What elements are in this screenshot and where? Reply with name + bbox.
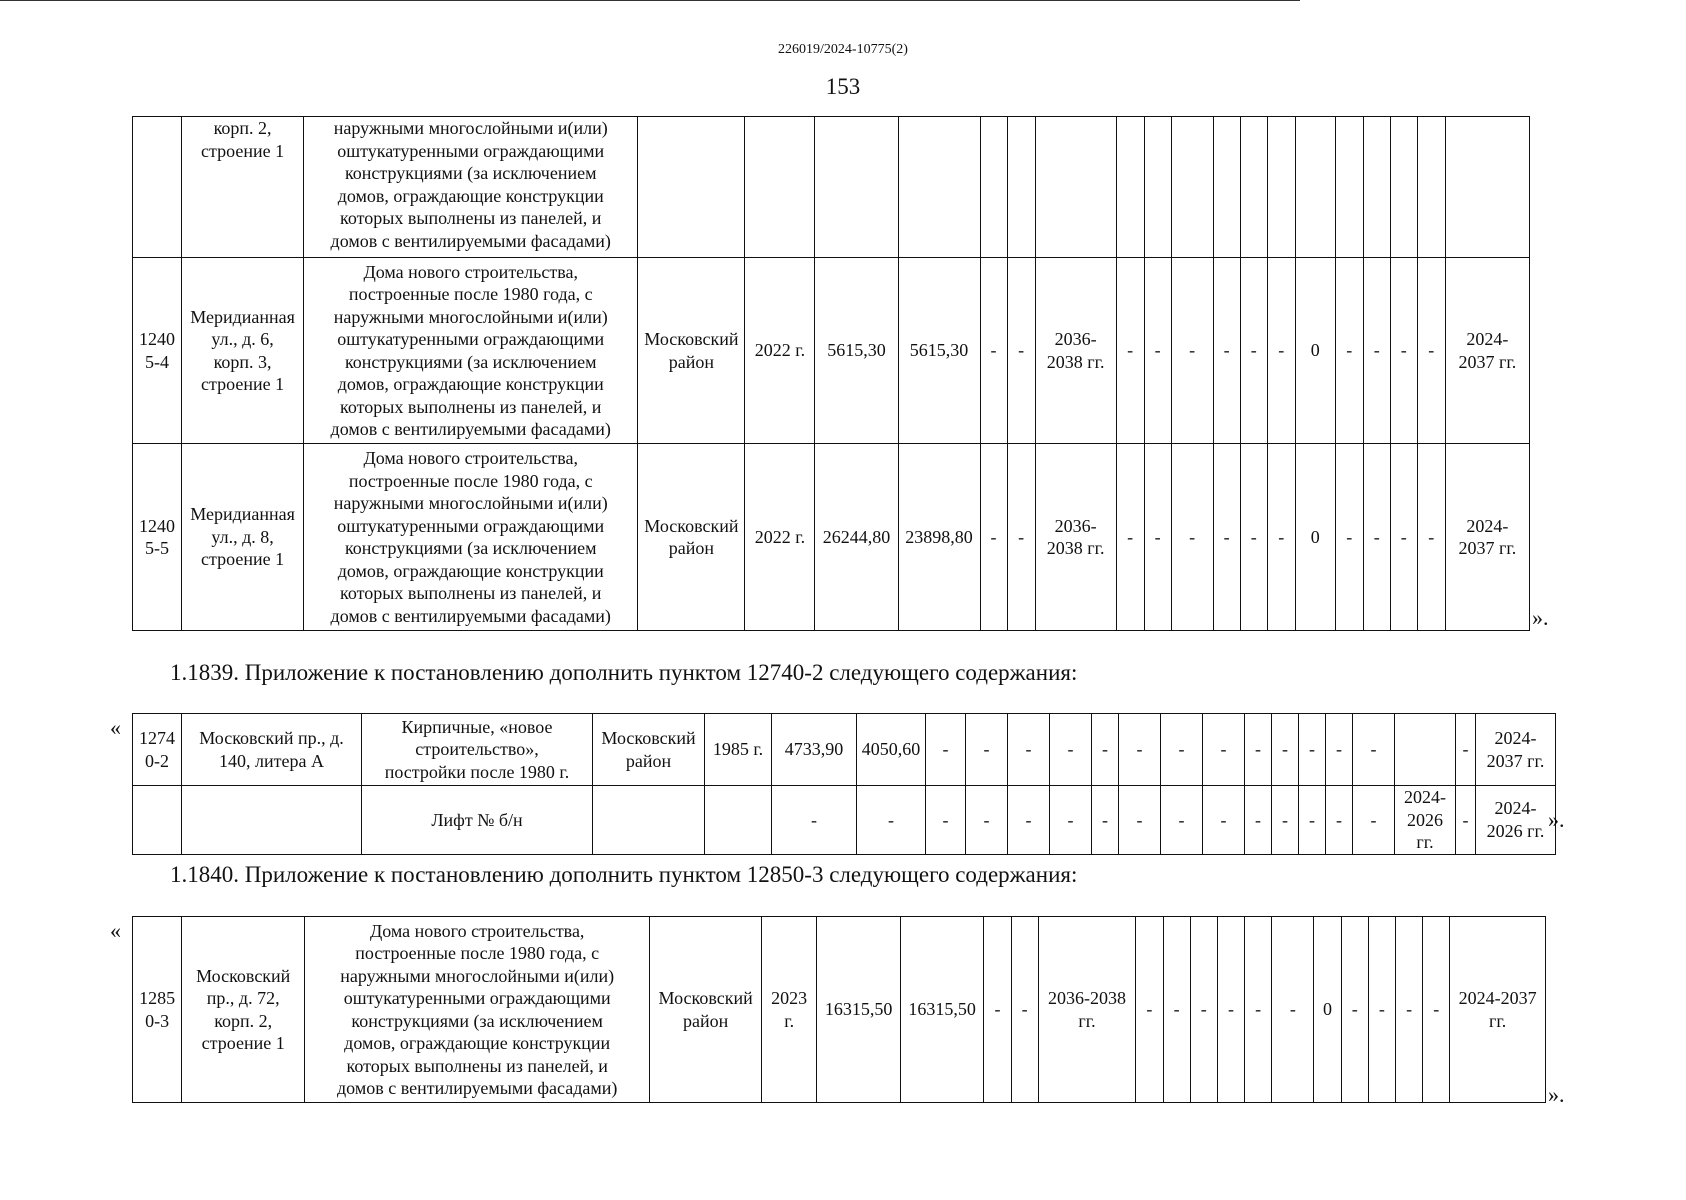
- table-cell: [1116, 117, 1144, 258]
- table-cell: -: [1008, 786, 1050, 855]
- table-cell: -: [1395, 917, 1422, 1103]
- page-number: 153: [825, 74, 861, 99]
- area-total: 16315,50: [817, 917, 901, 1103]
- table-cell: -: [1171, 258, 1213, 444]
- table-cell: -: [1213, 258, 1240, 444]
- table-cell: -: [1456, 786, 1476, 855]
- opening-quote: «: [110, 715, 121, 740]
- table-cell: -: [1267, 444, 1295, 631]
- row-number: [133, 786, 182, 855]
- table-cell: -: [1417, 258, 1445, 444]
- table-cell: -: [1171, 444, 1213, 631]
- table-cell: -: [980, 258, 1007, 444]
- address: Московский пр., д. 72, корп. 2, строение 1: [182, 917, 305, 1103]
- table-cell: -: [1341, 917, 1368, 1103]
- table-cell: -: [1161, 786, 1203, 855]
- table-cell: -: [1136, 917, 1163, 1103]
- address: корп. 2, строение 1: [182, 117, 304, 258]
- table-continuation: [132, 116, 1530, 631]
- table-cell: -: [1116, 444, 1144, 631]
- table-cell: -: [1363, 258, 1390, 444]
- table-cell: -: [1272, 786, 1299, 855]
- table-cell: 0: [1295, 258, 1335, 444]
- table-cell: -: [1299, 786, 1326, 855]
- table-cell: -: [1008, 714, 1050, 786]
- table-cell: -: [1390, 444, 1417, 631]
- period: 2024- 2026 гг.: [1476, 786, 1556, 855]
- table-row: [133, 714, 1556, 786]
- paragraph-1840: 1.1840. Приложение к постановлению дополнить пунктом 12850-3 следующего содержания:: [170, 862, 1078, 887]
- table-cell: -: [1007, 258, 1035, 444]
- table-cell: -: [1203, 786, 1245, 855]
- area-living: -: [857, 786, 926, 855]
- year: [745, 117, 815, 258]
- table-cell: -: [1299, 714, 1326, 786]
- description: наружными многослойными и(или) оштукатуренными ограждающими конструкциями (за исключением домов, ограждающие конструкции которых выполнены из панелей, и домов с вентилируемыми фасадами): [304, 117, 638, 258]
- table-cell: -: [926, 714, 966, 786]
- year: 2022 г.: [745, 444, 815, 631]
- table-cell: [1267, 117, 1295, 258]
- table-cell: [980, 117, 1007, 258]
- area-total: [815, 117, 898, 258]
- area-total: 4733,90: [772, 714, 857, 786]
- table-cell: -: [1245, 917, 1272, 1103]
- table-cell: -: [1335, 258, 1363, 444]
- row-number: 1240 5-4: [133, 258, 182, 444]
- table-cell: -: [1119, 786, 1161, 855]
- table-cell: -: [1272, 917, 1314, 1103]
- table-cell: [1417, 117, 1445, 258]
- table-cell: -: [984, 917, 1011, 1103]
- scan-top-edge: [0, 0, 1300, 1]
- period: 2024- 2037 гг.: [1476, 714, 1556, 786]
- table-row: [133, 117, 1530, 258]
- table-cell: -: [1119, 714, 1161, 786]
- table-cell: 0: [1314, 917, 1341, 1103]
- table-cell: -: [1353, 714, 1395, 786]
- table-row: [133, 444, 1530, 631]
- table-cell: -: [1417, 444, 1445, 631]
- district: [593, 786, 705, 855]
- table-cell: -: [1267, 258, 1295, 444]
- district: Московский район: [638, 258, 745, 444]
- table-cell: -: [966, 786, 1008, 855]
- table-12850-3: [132, 916, 1546, 1103]
- area-living: 16315,50: [900, 917, 984, 1103]
- table-cell: -: [1353, 786, 1395, 855]
- area-total: 26244,80: [815, 444, 898, 631]
- table-cell: -: [1326, 786, 1353, 855]
- table-cell: [1390, 117, 1417, 258]
- table-cell: -: [926, 786, 966, 855]
- table-cell: -: [1092, 786, 1119, 855]
- opening-quote: «: [110, 918, 121, 943]
- table-cell: -: [1190, 917, 1217, 1103]
- district: Московский район: [638, 444, 745, 631]
- table-cell: -: [966, 714, 1008, 786]
- closing-quote: ».: [1548, 807, 1565, 832]
- table-cell: -: [1240, 258, 1267, 444]
- table-cell: -: [1335, 444, 1363, 631]
- table-cell: -: [1092, 714, 1119, 786]
- description: Дома нового строительства, построенные после 1980 года, с наружными многослойными и(или) оштукатуренными ограждающими конструкциями (за исключением домов, ограждающие конструкции которых выполнены из панелей, и домов с вентилируемыми фасадами): [304, 444, 638, 631]
- table-cell: [1335, 117, 1363, 258]
- district: [638, 117, 745, 258]
- table-cell: 2024- 2037 гг.: [1445, 444, 1529, 631]
- table-cell: 2036- 2038 гг.: [1035, 444, 1116, 631]
- table-cell: [1171, 117, 1213, 258]
- area-living: 23898,80: [898, 444, 980, 631]
- table-cell: -: [1390, 258, 1417, 444]
- table-cell: -: [1213, 444, 1240, 631]
- district: Московский район: [593, 714, 705, 786]
- table-cell: [1240, 117, 1267, 258]
- table-cell: -: [1163, 917, 1190, 1103]
- closing-quote: ».: [1548, 1082, 1565, 1107]
- address: Московский пр., д. 140, литера А: [182, 714, 362, 786]
- area-total: -: [772, 786, 857, 855]
- table-cell: -: [1245, 714, 1272, 786]
- year: [705, 786, 772, 855]
- table-cell: -: [1161, 714, 1203, 786]
- description: Дома нового строительства, построенные после 1980 года, с наружными многослойными и(или) оштукатуренными ограждающими конструкциями (за исключением домов, ограждающие конструкции которых выполнены из панелей, и домов с вентилируемыми фасадами): [305, 917, 650, 1103]
- table-cell: [1213, 117, 1240, 258]
- row-number: 1274 0-2: [133, 714, 182, 786]
- document-number: 226019/2024-10775(2): [778, 42, 908, 57]
- table-cell: 2036- 2038 гг.: [1035, 258, 1116, 444]
- table-cell: -: [1050, 786, 1092, 855]
- table-cell: 0: [1295, 444, 1335, 631]
- area-living: 4050,60: [857, 714, 926, 786]
- row-number: [133, 117, 182, 258]
- table-cell: 2024- 2037 гг.: [1445, 258, 1529, 444]
- table-cell: -: [1363, 444, 1390, 631]
- table-cell: [1007, 117, 1035, 258]
- year: 1985 г.: [705, 714, 772, 786]
- table-cell: -: [1144, 258, 1171, 444]
- table-cell: -: [1011, 917, 1038, 1103]
- table-cell: -: [1423, 917, 1450, 1103]
- area-living: 5615,30: [898, 258, 980, 444]
- table-cell: [1295, 117, 1335, 258]
- table-cell: -: [1116, 258, 1144, 444]
- table-cell: -: [1245, 786, 1272, 855]
- table-row: [133, 786, 1556, 855]
- closing-quote: ».: [1532, 605, 1549, 630]
- table-12740-2: [132, 713, 1556, 855]
- table-row: [133, 917, 1546, 1103]
- table-cell: -: [1144, 444, 1171, 631]
- address: [182, 786, 362, 855]
- table-cell: -: [1272, 714, 1299, 786]
- table-cell: [1035, 117, 1116, 258]
- table-cell: -: [1217, 917, 1244, 1103]
- area-total: 5615,30: [815, 258, 898, 444]
- table-cell: [1395, 714, 1456, 786]
- table-cell: -: [1326, 714, 1353, 786]
- address: Меридианная ул., д. 6, корп. 3, строение 1: [182, 258, 304, 444]
- table-cell: -: [1240, 444, 1267, 631]
- table-cell: 2036-2038 гг.: [1038, 917, 1136, 1103]
- table-cell: [1445, 117, 1529, 258]
- table-cell: -: [980, 444, 1007, 631]
- district: Московский район: [650, 917, 762, 1103]
- area-living: [898, 117, 980, 258]
- table-cell: -: [1456, 714, 1476, 786]
- table-cell: 2024- 2026 гг.: [1395, 786, 1456, 855]
- address: Меридианная ул., д. 8, строение 1: [182, 444, 304, 631]
- table-cell: -: [1007, 444, 1035, 631]
- year: 2022 г.: [745, 258, 815, 444]
- table-cell: -: [1203, 714, 1245, 786]
- table-cell: -: [1368, 917, 1395, 1103]
- table-cell: [1363, 117, 1390, 258]
- paragraph-1839: 1.1839. Приложение к постановлению дополнить пунктом 12740-2 следующего содержания:: [170, 660, 1078, 685]
- table-cell: [1144, 117, 1171, 258]
- row-number: 1285 0-3: [133, 917, 182, 1103]
- description: Кирпичные, «новое строительство», постройки после 1980 г.: [362, 714, 593, 786]
- table-cell: -: [1050, 714, 1092, 786]
- year: 2023 г.: [761, 917, 816, 1103]
- description: Дома нового строительства, построенные после 1980 года, с наружными многослойными и(или) оштукатуренными ограждающими конструкциями (за исключением домов, ограждающие конструкции которых выполнены из панелей, и домов с вентилируемыми фасадами): [304, 258, 638, 444]
- description: Лифт № б/н: [362, 786, 593, 855]
- period: 2024-2037 гг.: [1450, 917, 1546, 1103]
- row-number: 1240 5-5: [133, 444, 182, 631]
- table-row: [133, 258, 1530, 444]
